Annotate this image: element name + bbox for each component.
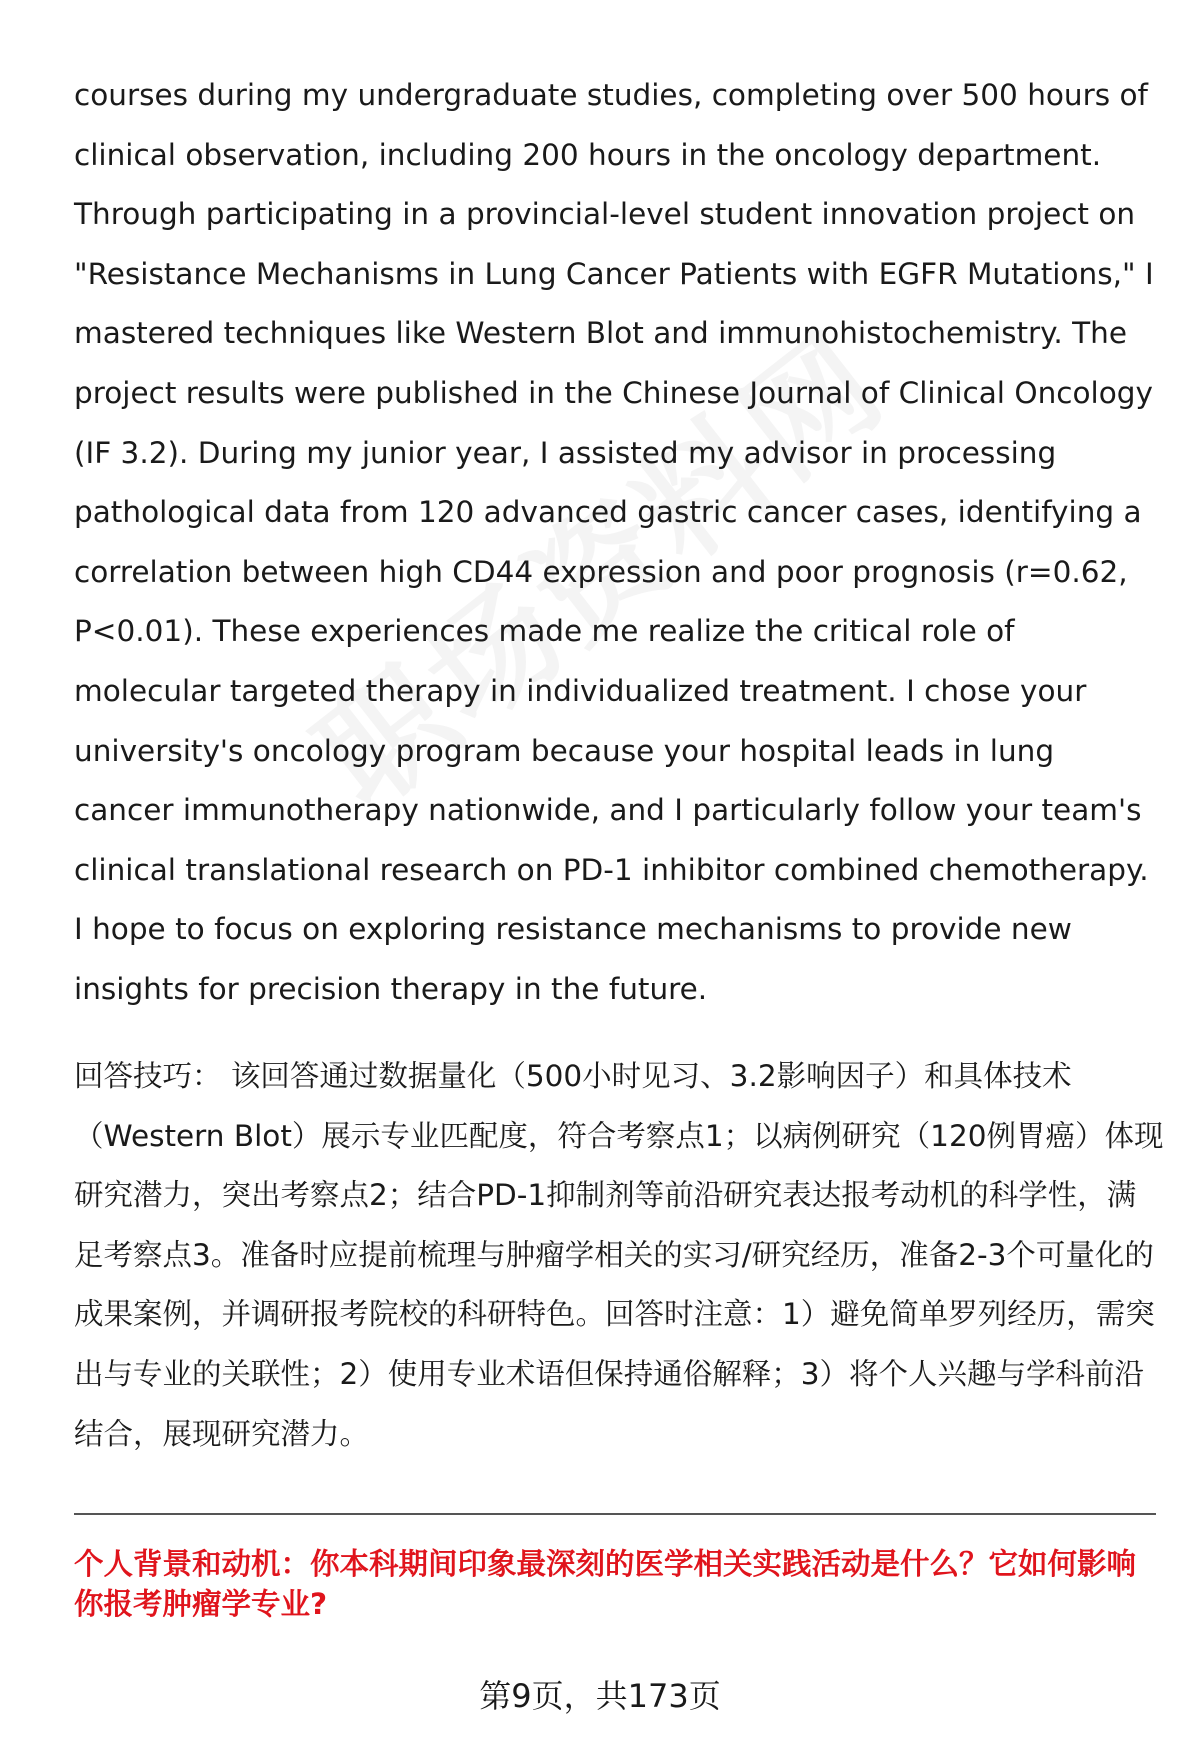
section-divider <box>74 1513 1156 1515</box>
answer-paragraph: courses during my undergraduate studies, completing over 500 hours of clinical observation, including 200 hours in the oncology department. Through participating in a provincial-level student innovation project on "Resistance Mechanisms in Lung Cancer Patients with EGFR Mutations," I mastered techniques like Western Blot and immunohistochemistry. The project results were published in the Chinese Journal of Clinical Oncology (IF 3.2). During my junior year, I assisted my advisor in processing pathological data from 120 advanced gastric cancer cases, identifying a correlation between high CD44 expression and poor prognosis (r=0.62, P<0.01). These experiences made me realize the critical role of molecular targeted therapy in individualized treatment. I chose your university's oncology program because your hospital leads in lung cancer immunotherapy nationwide, and I particularly follow your team's clinical translational research on PD-1 inhibitor combined chemotherapy. I hope to focus on exploring resistance mechanisms to provide new insights for precision therapy in the future. <box>74 78 1154 1006</box>
answer-tips-paragraph: 回答技巧： 该回答通过数据量化（500小时见习、3.2影响因子）和具体技术（Western Blot）展示专业匹配度，符合考察点1；以病例研究（120例胃癌）体现研究潜力，突出考察点2；结合PD-1抑制剂等前沿研究表达报考动机的科学性，满足考察点3。准备时应提前梳理与肿瘤学相关的实习/研究经历，准备2-3个可量化的成果案例，并调研报考院校的科研特色。回答时注意：1）避免简单罗列经历，需突出与专业的关联性；2）使用专业术语但保持通俗解释；3）将个人兴趣与学科前沿结合，展现研究潜力。 <box>74 1059 1164 1451</box>
question-heading: 个人背景和动机：你本科期间印象最深刻的医学相关实践活动是什么？它如何影响你报考肿瘤学专业? <box>74 1547 1137 1621</box>
page-number: 第9页，共173页 <box>479 1677 721 1715</box>
